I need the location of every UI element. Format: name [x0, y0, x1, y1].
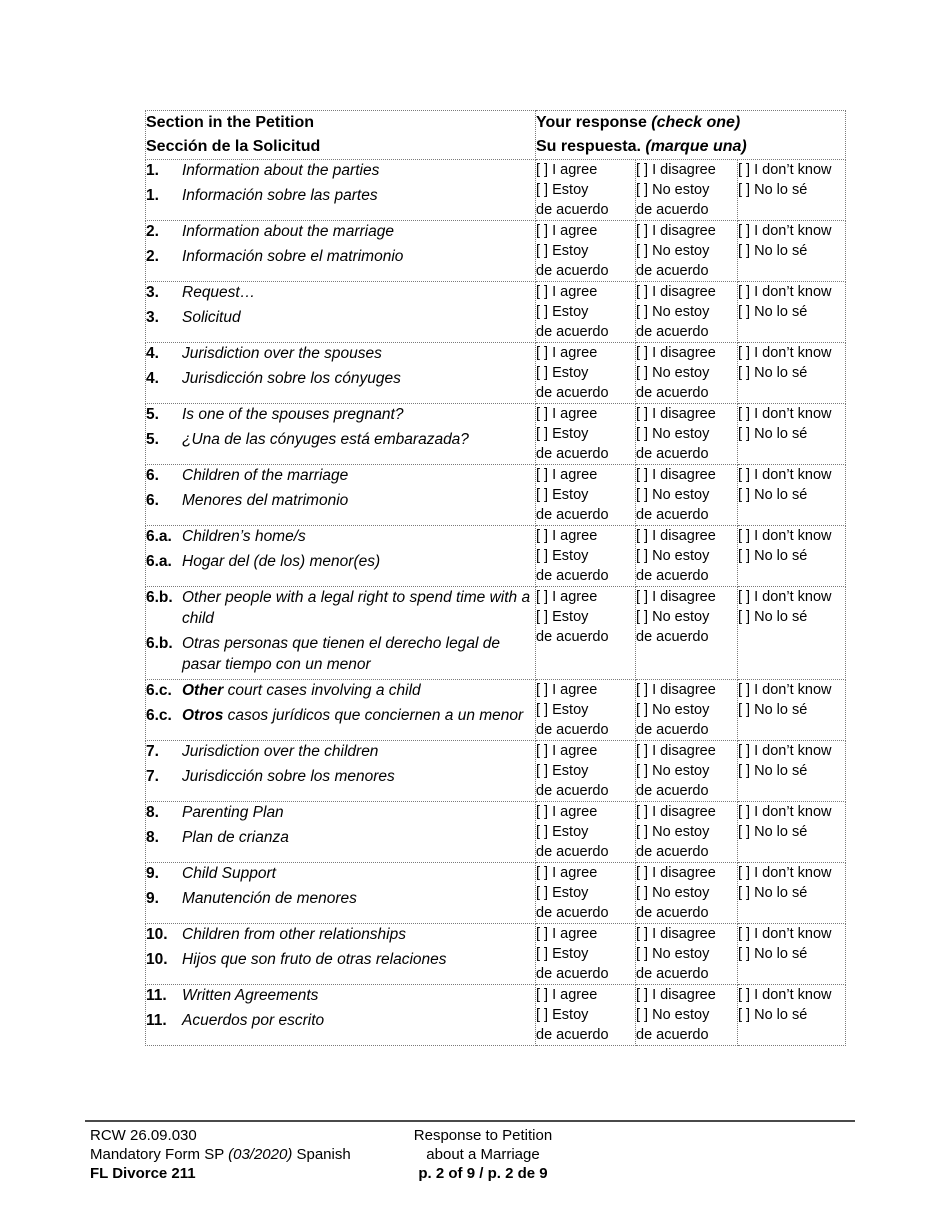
response-agree-cell — [536, 465, 636, 526]
checkbox-agree-es[interactable]: [ ] Estoy — [536, 702, 589, 718]
response-dont-know-cell — [738, 160, 846, 221]
section-number: 8. — [146, 829, 159, 846]
response-dont-know-cell — [738, 465, 846, 526]
checkbox-disagree-en[interactable]: [ ] I disagree — [636, 406, 716, 422]
section-entry-en — [146, 985, 535, 1006]
response-disagree-cell — [636, 924, 738, 985]
checkbox-dont-know-es[interactable]: [ ] No lo sé — [738, 609, 808, 625]
section-number: 4. — [146, 370, 159, 387]
checkbox-dont-know-en[interactable]: [ ] I don’t know — [738, 223, 832, 239]
checkbox-agree-en[interactable]: [ ] I agree — [536, 589, 598, 605]
checkbox-agree-es[interactable]: [ ] Estoy — [536, 426, 589, 442]
response-disagree-cell — [636, 985, 738, 1046]
table-row — [146, 221, 846, 282]
checkbox-agree-es[interactable]: [ ] Estoy — [536, 885, 589, 901]
checkbox-agree-es-label: de acuerdo — [536, 324, 609, 340]
section-entry-en — [146, 587, 535, 629]
checkbox-agree-en[interactable]: [ ] I agree — [536, 682, 598, 698]
response-dont-know-cell — [738, 680, 846, 741]
checkbox-dont-know-en[interactable]: [ ] I don’t know — [738, 926, 832, 942]
response-agree-cell — [536, 404, 636, 465]
section-number: 6.a. — [146, 528, 172, 545]
section-entry-en — [146, 282, 535, 303]
checkbox-dont-know-es[interactable]: [ ] No lo sé — [738, 824, 808, 840]
section-title-en: Request… — [182, 284, 256, 301]
section-number: 6.b. — [146, 635, 173, 652]
section-cell — [146, 160, 536, 221]
section-number: 4. — [146, 345, 159, 362]
table-row — [146, 343, 846, 404]
section-number: 2. — [146, 223, 159, 240]
checkbox-disagree-es[interactable]: [ ] No estoy — [636, 1007, 710, 1023]
footer-center-block — [373, 1126, 593, 1183]
response-dont-know-cell — [738, 343, 846, 404]
response-agree-cell — [536, 160, 636, 221]
section-cell — [146, 741, 536, 802]
section-title-en: Child Support — [182, 865, 276, 882]
checkbox-dont-know-es[interactable]: [ ] No lo sé — [738, 182, 808, 198]
checkbox-disagree-es[interactable]: [ ] No estoy — [636, 487, 710, 503]
response-agree-cell — [536, 526, 636, 587]
checkbox-disagree-es-label: de acuerdo — [636, 1027, 709, 1043]
section-entry-en — [146, 863, 535, 884]
section-title-en: Other court cases involving a child — [182, 682, 421, 699]
response-agree-cell — [536, 282, 636, 343]
checkbox-dont-know-es[interactable]: [ ] No lo sé — [738, 885, 808, 901]
checkbox-agree-es-label: de acuerdo — [536, 722, 609, 738]
section-title-es: Jurisdicción sobre los cónyuges — [182, 370, 401, 387]
checkbox-disagree-es[interactable]: [ ] No estoy — [636, 763, 710, 779]
section-entry-es — [146, 1010, 535, 1031]
checkbox-agree-es-label: de acuerdo — [536, 629, 609, 645]
section-entry-es — [146, 551, 535, 572]
checkbox-disagree-es-label: de acuerdo — [636, 324, 709, 340]
checkbox-agree-es-label: de acuerdo — [536, 568, 609, 584]
section-number: 9. — [146, 890, 159, 907]
table-row — [146, 465, 846, 526]
checkbox-agree-es[interactable]: [ ] Estoy — [536, 548, 589, 564]
response-disagree-cell — [636, 404, 738, 465]
header-section-column — [146, 111, 536, 160]
checkbox-agree-es[interactable]: [ ] Estoy — [536, 304, 589, 320]
response-dont-know-cell — [738, 924, 846, 985]
section-title-en: Children’s home/s — [182, 528, 306, 545]
checkbox-disagree-es[interactable]: [ ] No estoy — [636, 885, 710, 901]
response-disagree-cell — [636, 221, 738, 282]
checkbox-dont-know-en[interactable]: [ ] I don’t know — [738, 987, 832, 1003]
checkbox-dont-know-es[interactable]: [ ] No lo sé — [738, 702, 808, 718]
checkbox-disagree-es-label: de acuerdo — [636, 844, 709, 860]
checkbox-dont-know-en[interactable]: [ ] I don’t know — [738, 743, 832, 759]
section-entry-en — [146, 343, 535, 364]
section-title-en: Jurisdiction over the spouses — [182, 345, 382, 362]
section-entry-en — [146, 741, 535, 762]
checkbox-agree-en[interactable]: [ ] I agree — [536, 162, 598, 178]
section-number: 7. — [146, 743, 159, 760]
checkbox-dont-know-es[interactable]: [ ] No lo sé — [738, 243, 808, 259]
response-disagree-cell — [636, 160, 738, 221]
checkbox-agree-es-label: de acuerdo — [536, 783, 609, 799]
footer-form-info: Mandatory Form SP (03/2020) Spanish — [90, 1146, 351, 1163]
section-title-es: Hijos que son fruto de otras relaciones — [182, 951, 447, 968]
section-title-en: Children from other relationships — [182, 926, 406, 943]
checkbox-disagree-es-label: de acuerdo — [636, 263, 709, 279]
section-number: 5. — [146, 431, 159, 448]
section-title-en: Information about the marriage — [182, 223, 394, 240]
checkbox-disagree-en[interactable]: [ ] I disagree — [636, 528, 716, 544]
response-agree-cell — [536, 802, 636, 863]
section-cell — [146, 465, 536, 526]
checkbox-disagree-en[interactable]: [ ] I disagree — [636, 682, 716, 698]
section-entry-es — [146, 888, 535, 909]
section-number: 6. — [146, 492, 159, 509]
response-agree-cell — [536, 741, 636, 802]
response-dont-know-cell — [738, 221, 846, 282]
checkbox-dont-know-en[interactable]: [ ] I don’t know — [738, 345, 832, 361]
section-title-en: Other people with a legal right to spend time with a child — [182, 589, 531, 627]
header-response-column — [536, 111, 846, 160]
table-row — [146, 282, 846, 343]
response-disagree-cell — [636, 526, 738, 587]
table-row — [146, 160, 846, 221]
section-entry-es — [146, 368, 535, 389]
checkbox-disagree-en[interactable]: [ ] I disagree — [636, 284, 716, 300]
section-cell — [146, 404, 536, 465]
section-number: 6. — [146, 467, 159, 484]
response-agree-cell — [536, 221, 636, 282]
section-entry-en — [146, 404, 535, 425]
section-entry-en — [146, 465, 535, 486]
response-dont-know-cell — [738, 404, 846, 465]
response-dont-know-cell — [738, 526, 846, 587]
response-dont-know-cell — [738, 985, 846, 1046]
checkbox-disagree-es-label: de acuerdo — [636, 202, 709, 218]
checkbox-disagree-es-label: de acuerdo — [636, 905, 709, 921]
response-disagree-cell — [636, 741, 738, 802]
section-entry-es — [146, 633, 535, 675]
response-dont-know-cell — [738, 741, 846, 802]
checkbox-disagree-en[interactable]: [ ] I disagree — [636, 987, 716, 1003]
checkbox-disagree-es[interactable]: [ ] No estoy — [636, 182, 710, 198]
checkbox-dont-know-en[interactable]: [ ] I don’t know — [738, 162, 832, 178]
checkbox-dont-know-es[interactable]: [ ] No lo sé — [738, 1007, 808, 1023]
response-dont-know-cell — [738, 802, 846, 863]
response-table-section — [145, 110, 845, 1046]
section-number: 11. — [146, 987, 167, 1004]
section-entry-es — [146, 827, 535, 848]
section-number: 9. — [146, 865, 159, 882]
section-number: 6.c. — [146, 707, 172, 724]
table-row — [146, 526, 846, 587]
checkbox-agree-es-label: de acuerdo — [536, 202, 609, 218]
header-response-en: Your response (check one) — [536, 114, 741, 131]
checkbox-dont-know-en[interactable]: [ ] I don’t know — [738, 589, 832, 605]
checkbox-disagree-en[interactable]: [ ] I disagree — [636, 345, 716, 361]
section-title-es: Hogar del (de los) menor(es) — [182, 553, 381, 570]
response-disagree-cell — [636, 863, 738, 924]
section-title-en: Jurisdiction over the children — [182, 743, 379, 760]
section-entry-es — [146, 490, 535, 511]
section-title-es: Manutención de menores — [182, 890, 357, 907]
section-entry-es — [146, 307, 535, 328]
checkbox-agree-es[interactable]: [ ] Estoy — [536, 487, 589, 503]
response-agree-cell — [536, 985, 636, 1046]
response-table — [145, 110, 846, 1046]
checkbox-disagree-es-label: de acuerdo — [636, 385, 709, 401]
checkbox-disagree-es[interactable]: [ ] No estoy — [636, 824, 710, 840]
section-entry-en — [146, 924, 535, 945]
checkbox-agree-es[interactable]: [ ] Estoy — [536, 609, 589, 625]
section-title-es: Otros casos jurídicos que conciernen a un menor — [182, 707, 524, 724]
section-cell — [146, 221, 536, 282]
checkbox-disagree-en[interactable]: [ ] I disagree — [636, 162, 716, 178]
checkbox-agree-en[interactable]: [ ] I agree — [536, 987, 598, 1003]
section-number: 7. — [146, 768, 159, 785]
checkbox-disagree-es[interactable]: [ ] No estoy — [636, 609, 710, 625]
table-row — [146, 741, 846, 802]
checkbox-disagree-es[interactable]: [ ] No estoy — [636, 243, 710, 259]
table-row — [146, 587, 846, 680]
footer-divider — [85, 1120, 855, 1122]
section-entry-en — [146, 680, 535, 701]
section-cell — [146, 587, 536, 680]
checkbox-agree-es[interactable]: [ ] Estoy — [536, 243, 589, 259]
table-row — [146, 863, 846, 924]
checkbox-agree-es[interactable]: [ ] Estoy — [536, 824, 589, 840]
checkbox-disagree-en[interactable]: [ ] I disagree — [636, 589, 716, 605]
section-title-en: Information about the parties — [182, 162, 380, 179]
section-title-es: Menores del matrimonio — [182, 492, 349, 509]
response-disagree-cell — [636, 343, 738, 404]
section-number: 5. — [146, 406, 159, 423]
checkbox-disagree-es[interactable]: [ ] No estoy — [636, 702, 710, 718]
checkbox-dont-know-es[interactable]: [ ] No lo sé — [738, 946, 808, 962]
checkbox-dont-know-en[interactable]: [ ] I don’t know — [738, 528, 832, 544]
section-entry-en — [146, 802, 535, 823]
checkbox-disagree-en[interactable]: [ ] I disagree — [636, 865, 716, 881]
section-title-es: Información sobre las partes — [182, 187, 378, 204]
section-cell — [146, 863, 536, 924]
checkbox-dont-know-en[interactable]: [ ] I don’t know — [738, 865, 832, 881]
checkbox-agree-en[interactable]: [ ] I agree — [536, 345, 598, 361]
page-footer — [85, 1120, 855, 1183]
section-title-en: Written Agreements — [182, 987, 319, 1004]
checkbox-disagree-es[interactable]: [ ] No estoy — [636, 548, 710, 564]
response-dont-know-cell — [738, 587, 846, 680]
checkbox-agree-es[interactable]: [ ] Estoy — [536, 182, 589, 198]
section-number: 10. — [146, 926, 168, 943]
checkbox-disagree-en[interactable]: [ ] I disagree — [636, 743, 716, 759]
checkbox-dont-know-es[interactable]: [ ] No lo sé — [738, 763, 808, 779]
response-disagree-cell — [636, 587, 738, 680]
section-cell — [146, 802, 536, 863]
section-cell — [146, 680, 536, 741]
footer-form-number: FL Divorce 211 — [90, 1165, 196, 1182]
section-number: 3. — [146, 284, 159, 301]
checkbox-dont-know-en[interactable]: [ ] I don’t know — [738, 406, 832, 422]
checkbox-disagree-es-label: de acuerdo — [636, 966, 709, 982]
section-title-es: Otras personas que tienen el derecho legal de pasar tiempo con un menor — [182, 635, 500, 673]
response-disagree-cell — [636, 465, 738, 526]
checkbox-agree-es-label: de acuerdo — [536, 905, 609, 921]
header-section-en: Section in the Petition — [146, 114, 315, 131]
section-title-en: Parenting Plan — [182, 804, 284, 821]
checkbox-dont-know-es[interactable]: [ ] No lo sé — [738, 548, 808, 564]
checkbox-agree-es-label: de acuerdo — [536, 263, 609, 279]
section-number: 2. — [146, 248, 159, 265]
checkbox-agree-es-label: de acuerdo — [536, 966, 609, 982]
checkbox-agree-en[interactable]: [ ] I agree — [536, 528, 598, 544]
checkbox-agree-en[interactable]: [ ] I agree — [536, 406, 598, 422]
section-entry-en — [146, 160, 535, 181]
checkbox-disagree-en[interactable]: [ ] I disagree — [636, 804, 716, 820]
response-agree-cell — [536, 863, 636, 924]
response-disagree-cell — [636, 802, 738, 863]
response-disagree-cell — [636, 680, 738, 741]
checkbox-agree-es-label: de acuerdo — [536, 385, 609, 401]
checkbox-disagree-es-label: de acuerdo — [636, 629, 709, 645]
checkbox-disagree-es[interactable]: [ ] No estoy — [636, 304, 710, 320]
section-number: 6.c. — [146, 682, 172, 699]
table-row — [146, 404, 846, 465]
section-entry-es — [146, 705, 535, 726]
checkbox-dont-know-en[interactable]: [ ] I don’t know — [738, 284, 832, 300]
table-header-row — [146, 111, 846, 160]
section-entry-es — [146, 766, 535, 787]
section-title-en: Is one of the spouses pregnant? — [182, 406, 404, 423]
table-row — [146, 680, 846, 741]
checkbox-agree-en[interactable]: [ ] I agree — [536, 223, 598, 239]
section-title-en: Children of the marriage — [182, 467, 349, 484]
section-cell — [146, 526, 536, 587]
table-row — [146, 802, 846, 863]
checkbox-agree-en[interactable]: [ ] I agree — [536, 284, 598, 300]
checkbox-agree-en[interactable]: [ ] I agree — [536, 743, 598, 759]
checkbox-agree-es-label: de acuerdo — [536, 844, 609, 860]
checkbox-dont-know-es[interactable]: [ ] No lo sé — [738, 426, 808, 442]
checkbox-dont-know-es[interactable]: [ ] No lo sé — [738, 304, 808, 320]
section-title-es: Plan de crianza — [182, 829, 289, 846]
section-entry-es — [146, 185, 535, 206]
section-entry-es — [146, 429, 535, 450]
checkbox-disagree-es[interactable]: [ ] No estoy — [636, 426, 710, 442]
checkbox-disagree-es-label: de acuerdo — [636, 783, 709, 799]
checkbox-agree-es[interactable]: [ ] Estoy — [536, 763, 589, 779]
checkbox-agree-en[interactable]: [ ] I agree — [536, 865, 598, 881]
section-title-es: Acuerdos por escrito — [182, 1012, 325, 1029]
footer-page-number: p. 2 of 9 / p. 2 de 9 — [418, 1165, 548, 1182]
checkbox-disagree-es[interactable]: [ ] No estoy — [636, 946, 710, 962]
section-cell — [146, 924, 536, 985]
response-agree-cell — [536, 343, 636, 404]
section-number: 6.b. — [146, 589, 173, 606]
header-response-es: Su respuesta. (marque una) — [536, 138, 747, 155]
checkbox-agree-en[interactable]: [ ] I agree — [536, 926, 598, 942]
checkbox-dont-know-en[interactable]: [ ] I don’t know — [738, 804, 832, 820]
checkbox-dont-know-en[interactable]: [ ] I don’t know — [738, 682, 832, 698]
checkbox-dont-know-en[interactable]: [ ] I don’t know — [738, 467, 832, 483]
checkbox-agree-en[interactable]: [ ] I agree — [536, 467, 598, 483]
checkbox-agree-es-label: de acuerdo — [536, 446, 609, 462]
checkbox-agree-es-label: de acuerdo — [536, 1027, 609, 1043]
response-dont-know-cell — [738, 863, 846, 924]
footer-doc-title-line2: about a Marriage — [426, 1146, 540, 1163]
section-entry-en — [146, 526, 535, 547]
footer-doc-title-line1: Response to Petition — [413, 1127, 553, 1144]
header-section-es: Sección de la Solicitud — [146, 138, 321, 155]
table-body — [146, 160, 846, 1046]
footer-rcw-citation: RCW 26.09.030 — [90, 1127, 197, 1144]
section-cell — [146, 282, 536, 343]
checkbox-disagree-en[interactable]: [ ] I disagree — [636, 223, 716, 239]
checkbox-disagree-es[interactable]: [ ] No estoy — [636, 365, 710, 381]
checkbox-agree-es-label: de acuerdo — [536, 507, 609, 523]
table-row — [146, 924, 846, 985]
section-entry-es — [146, 246, 535, 267]
checkbox-dont-know-es[interactable]: [ ] No lo sé — [738, 365, 808, 381]
checkbox-dont-know-es[interactable]: [ ] No lo sé — [738, 487, 808, 503]
checkbox-disagree-es-label: de acuerdo — [636, 568, 709, 584]
checkbox-agree-es[interactable]: [ ] Estoy — [536, 946, 589, 962]
checkbox-disagree-es-label: de acuerdo — [636, 446, 709, 462]
response-agree-cell — [536, 924, 636, 985]
section-title-es: ¿Una de las cónyuges está embarazada? — [182, 431, 469, 448]
section-number: 8. — [146, 804, 159, 821]
checkbox-agree-es[interactable]: [ ] Estoy — [536, 1007, 589, 1023]
response-disagree-cell — [636, 282, 738, 343]
section-cell — [146, 985, 536, 1046]
checkbox-disagree-es-label: de acuerdo — [636, 722, 709, 738]
response-agree-cell — [536, 680, 636, 741]
section-number: 10. — [146, 951, 168, 968]
section-number: 3. — [146, 309, 159, 326]
section-number: 11. — [146, 1012, 167, 1029]
section-title-es: Jurisdicción sobre los menores — [182, 768, 395, 785]
response-dont-know-cell — [738, 282, 846, 343]
checkbox-disagree-en[interactable]: [ ] I disagree — [636, 467, 716, 483]
section-title-es: Información sobre el matrimonio — [182, 248, 404, 265]
section-entry-es — [146, 949, 535, 970]
table-row — [146, 985, 846, 1046]
section-number: 6.a. — [146, 553, 172, 570]
response-agree-cell — [536, 587, 636, 680]
checkbox-disagree-es-label: de acuerdo — [636, 507, 709, 523]
checkbox-agree-es[interactable]: [ ] Estoy — [536, 365, 589, 381]
section-cell — [146, 343, 536, 404]
checkbox-agree-en[interactable]: [ ] I agree — [536, 804, 598, 820]
section-number: 1. — [146, 187, 159, 204]
section-title-es: Solicitud — [182, 309, 241, 326]
section-number: 1. — [146, 162, 159, 179]
checkbox-disagree-en[interactable]: [ ] I disagree — [636, 926, 716, 942]
section-entry-en — [146, 221, 535, 242]
